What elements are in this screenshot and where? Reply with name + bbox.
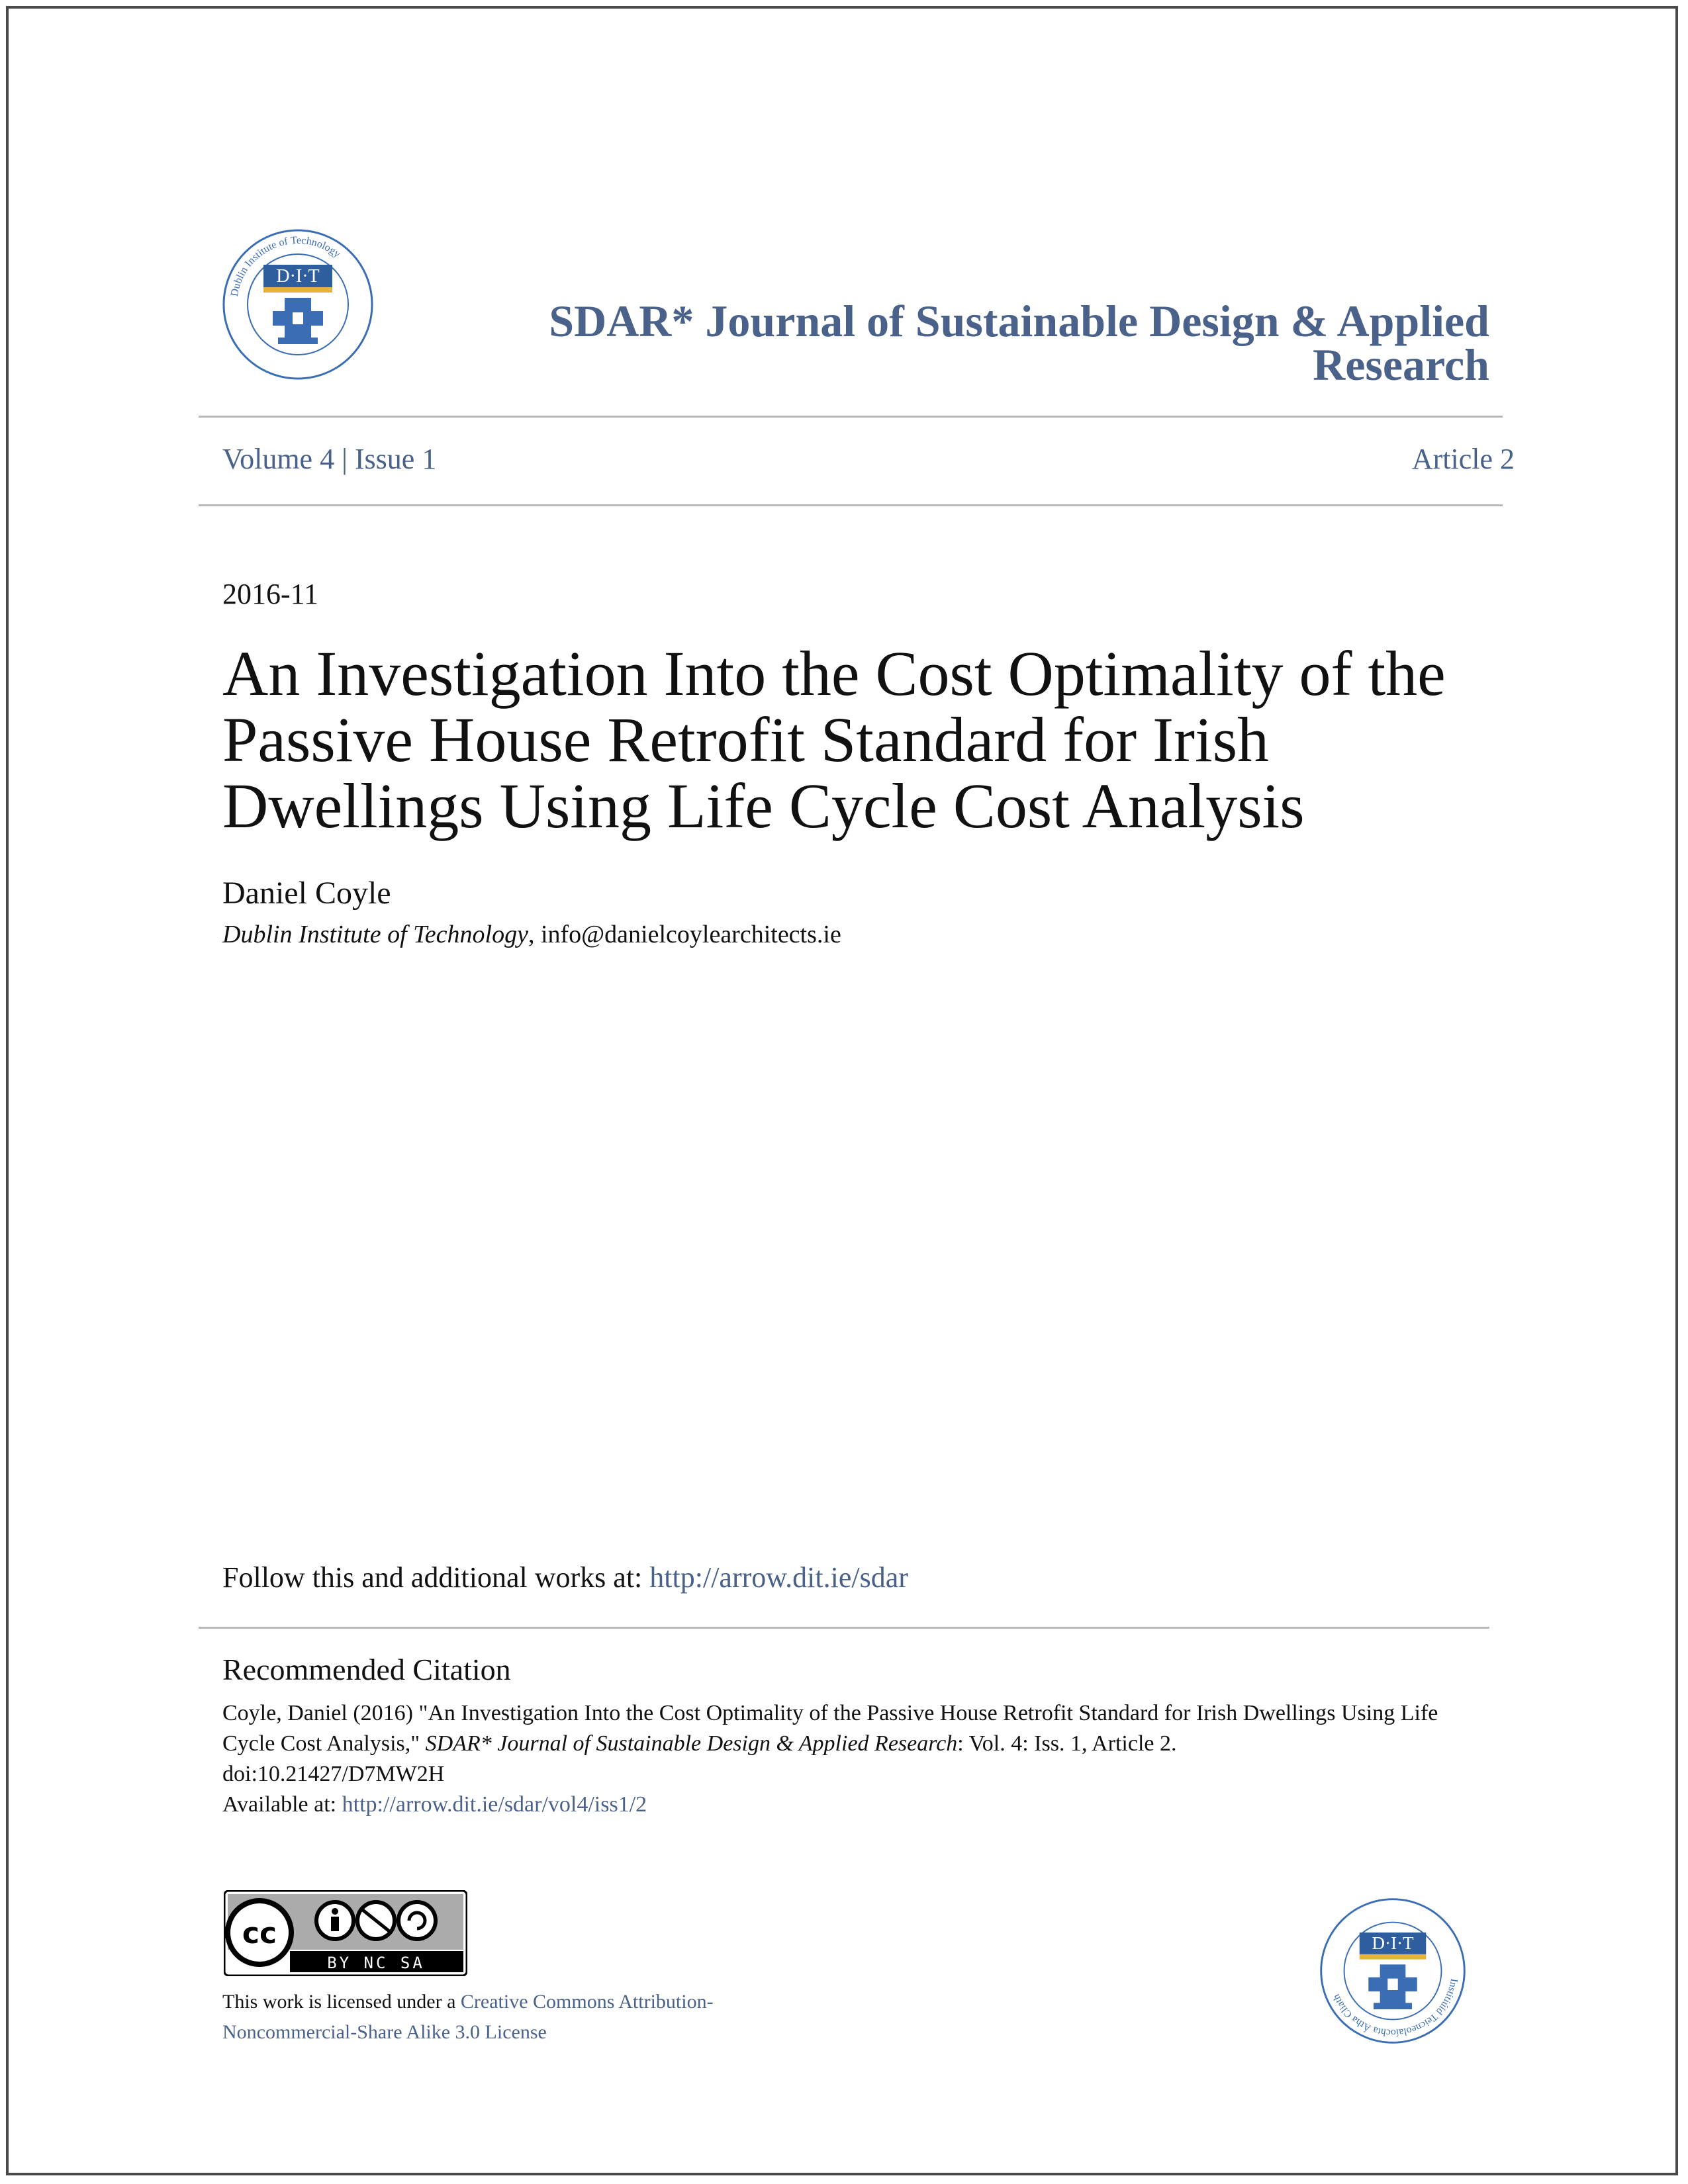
citation-journal: SDAR* Journal of Sustainable Design & Applied Research (425, 1731, 958, 1756)
affiliation-name: Dublin Institute of Technology (222, 921, 528, 948)
citation-reference (222, 1698, 1480, 1759)
header-rule-bottom (199, 504, 1503, 506)
dit-logo-top (218, 225, 377, 384)
dit-seal-icon (218, 225, 377, 384)
cc-by-nc-sa-icon (224, 1890, 467, 1976)
follow-link[interactable]: http://arrow.dit.ie/sdar (649, 1561, 908, 1594)
follow-label: Follow this and additional works at: (222, 1561, 650, 1594)
author-email: info@danielcoylearchitects.ie (540, 921, 841, 948)
volume-issue[interactable] (222, 442, 436, 476)
author-name: Daniel Coyle (222, 876, 391, 911)
affiliation-separator: , (528, 921, 541, 948)
publication-date: 2016-11 (222, 578, 319, 610)
license-statement (222, 1987, 818, 2048)
citation-heading: Recommended Citation (222, 1653, 511, 1686)
volume-separator: | (342, 443, 348, 475)
citation-text-1: Coyle, Daniel (2016) "An Investigation Into the Cost Optimality of the Passive House Retrofit Standard for Irish Dwellings Using Life Cycle Cost Analysis," (222, 1701, 1438, 1756)
citation-text-2: : Vol. 4: Iss. 1, Article 2. (957, 1731, 1177, 1756)
author-affiliation (222, 920, 841, 949)
svg-text:D·I·T: D·I·T (1372, 1933, 1414, 1954)
svg-text:Dublin Institute of Technology: Dublin Institute of Technology (228, 234, 343, 298)
citation-body (222, 1698, 1480, 1820)
dit-logo-bottom (1316, 1894, 1470, 2048)
issue-link[interactable]: Issue 1 (354, 443, 437, 475)
follow-line (222, 1561, 908, 1594)
svg-text:Institiúid Teicneolaíochta Áth: Institiúid Teicneolaíochta Átha Cliath (1331, 1978, 1460, 2038)
header-rule-top (199, 416, 1503, 418)
volume-link[interactable]: Volume 4 (222, 443, 335, 475)
license-link[interactable]: Creative Commons Attribution-Noncommercial-Share Alike 3.0 License (222, 1991, 714, 2043)
license-prefix: This work is licensed under a (222, 1991, 461, 2013)
article-title: An Investigation Into the Cost Optimality of the Passive House Retrofit Standard for Irish Dwellings Using Life Cycle Cost Analysis (222, 638, 1446, 841)
journal-title[interactable]: SDAR* Journal of Sustainable Design & Applied Research (549, 296, 1489, 390)
citation-available (222, 1790, 1480, 1820)
svg-text:D·I·T: D·I·T (276, 266, 320, 287)
available-link[interactable]: http://arrow.dit.ie/sdar/vol4/iss1/2 (342, 1792, 647, 1817)
svg-text:cc: cc (242, 1917, 277, 1950)
svg-text:BY NC SA: BY NC SA (327, 1954, 425, 1972)
cc-license-badge[interactable] (224, 1890, 467, 1979)
dit-seal-icon (1316, 1894, 1470, 2048)
article-number[interactable]: Article 2 (1411, 443, 1515, 475)
available-label: Available at: (222, 1792, 342, 1817)
citation-doi: doi:10.21427/D7MW2H (222, 1762, 445, 1786)
citation-rule (199, 1627, 1489, 1629)
